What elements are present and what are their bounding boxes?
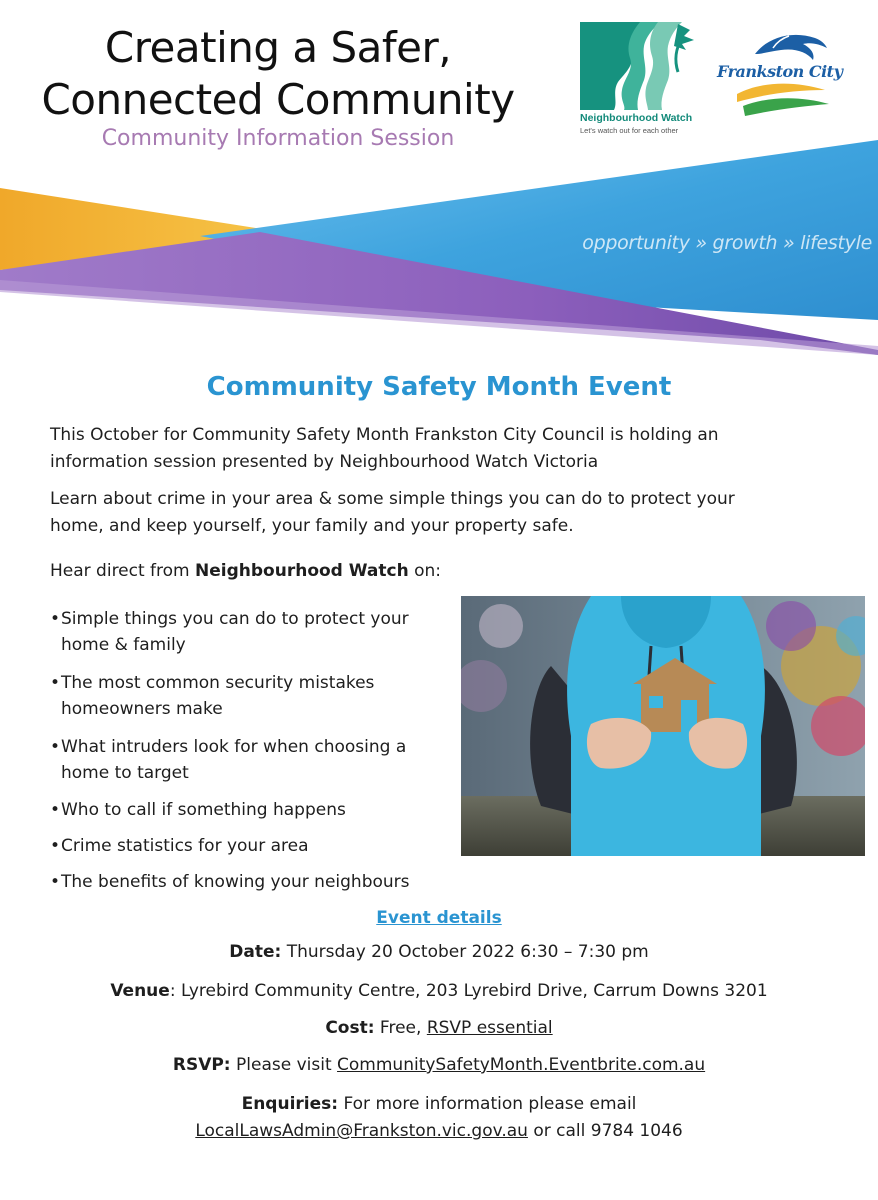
list-item-line-1: Simple things you can do to protect your (61, 609, 409, 629)
list-item-line-2: homeowners make (61, 699, 223, 719)
list-item (48, 797, 458, 823)
event-cost (0, 1018, 878, 1038)
frankston-city-name: Frankston City (717, 62, 843, 81)
eventbrite-link[interactable]: CommunitySafetyMonth.Eventbrite.com.au (337, 1055, 706, 1075)
list-item (48, 833, 458, 859)
title-line-1: Creating a Safer, (104, 23, 452, 72)
enquiries-label: Enquiries: (241, 1094, 339, 1114)
email-link[interactable]: LocalLawsAdmin@Frankston.vic.gov.au (195, 1121, 528, 1141)
phone-text: or call 9784 1046 (527, 1121, 683, 1141)
event-details-link[interactable]: Event details (376, 908, 502, 928)
event-venue (0, 981, 878, 1001)
intro-line-2: information session presented by Neighbourhood Watch Victoria (50, 452, 599, 472)
banner-tagline: opportunity » growth » lifestyle (582, 232, 872, 254)
bullet-icon: • (50, 836, 61, 856)
neighbourhood-watch-tagline: Let's watch out for each other (580, 126, 679, 135)
list-item-line-1: What intruders look for when choosing a (61, 737, 407, 757)
venue-label: Venue (110, 981, 170, 1001)
bullet-icon: • (50, 800, 61, 820)
learn-line-2: home, and keep yourself, your family and your property safe. (50, 516, 574, 536)
list-item-line-2: home to target (61, 763, 189, 783)
intro-line-1: This October for Community Safety Month Frankston City Council is holding an (50, 425, 719, 445)
cost-label: Cost: (325, 1018, 375, 1038)
event-enquiries (0, 1094, 878, 1114)
rsvp-value: Please visit (230, 1055, 338, 1075)
venue-value: : Lyrebird Community Centre, 203 Lyrebird Drive, Carrum Downs 3201 (169, 981, 768, 1001)
rsvp-label: RSVP: (172, 1055, 231, 1075)
page-title (18, 22, 538, 126)
list-item-line-1: The most common security mistakes (61, 673, 375, 693)
bullet-icon: • (50, 737, 61, 757)
date-label: Date: (229, 942, 282, 962)
list-item-line-2: home & family (61, 635, 186, 655)
frankston-city-logo (715, 20, 845, 120)
hear-direct-line (50, 558, 810, 585)
hoodie-house-photo (461, 596, 865, 856)
rsvp-essential-link[interactable]: RSVP essential (426, 1018, 553, 1038)
hear-bold: Neighbourhood Watch (195, 561, 409, 581)
list-item (48, 869, 458, 895)
list-item-line-1: Crime statistics for your area (61, 836, 309, 856)
cardboard-house-photo-icon (461, 596, 865, 856)
intro-paragraph (50, 422, 810, 476)
event-date (0, 942, 878, 962)
enquiries-value: For more information please email (338, 1094, 637, 1114)
hear-suffix: on: (408, 561, 442, 581)
event-heading: Community Safety Month Event (206, 372, 672, 402)
bullet-icon: • (50, 673, 61, 693)
list-item (48, 606, 458, 658)
title-line-2: Connected Community (41, 75, 515, 124)
date-value: Thursday 20 October 2022 6:30 – 7:30 pm (281, 942, 649, 962)
page-subtitle: Community Information Session (101, 126, 455, 151)
list-item-line-1: Who to call if something happens (61, 800, 346, 820)
neighbourhood-watch-emblem-icon (578, 20, 718, 112)
list-item (48, 734, 458, 786)
hear-prefix: Hear direct from (50, 561, 196, 581)
bullet-icon: • (50, 609, 61, 629)
bullet-icon: • (50, 872, 61, 892)
event-contact (0, 1121, 878, 1141)
neighbourhood-watch-name: Neighbourhood Watch (580, 112, 693, 124)
neighbourhood-watch-logo (578, 20, 718, 138)
learn-line-1: Learn about crime in your area & some simple things you can do to protect your (50, 489, 735, 509)
list-item (48, 670, 458, 722)
learn-paragraph (50, 486, 810, 540)
cost-value: Free, (374, 1018, 427, 1038)
event-rsvp (0, 1055, 878, 1075)
list-item-line-1: The benefits of knowing your neighbours (61, 872, 410, 892)
